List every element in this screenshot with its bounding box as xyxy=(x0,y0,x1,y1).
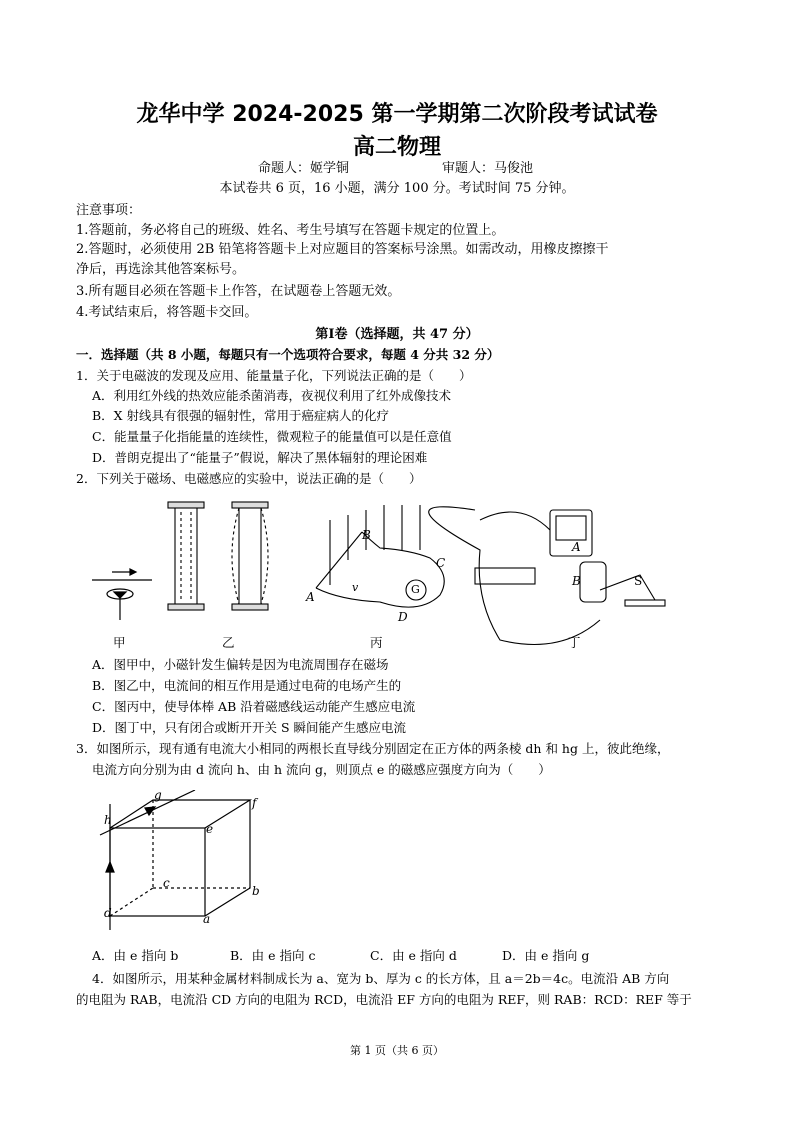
bing-label-b: B xyxy=(362,528,371,542)
bing-label-g: G xyxy=(411,583,420,596)
cube-label-a: a xyxy=(203,912,211,926)
part1-title: 第Ⅰ卷（选择题，共 47 分） xyxy=(315,327,479,342)
cube-figure xyxy=(95,790,285,935)
q2-option-a: A．图甲中，小磁针发生偏转是因为电流周围存在磁场 xyxy=(92,657,389,672)
figure-yi xyxy=(168,502,268,610)
q1-option-b: B．X 射线具有很强的辐射性，常用于癌症病人的化疗 xyxy=(92,408,390,423)
q4-line2: 的电阻为 RAB，电流沿 CD 方向的电阻为 RCD，电流沿 EF 方向的电阻为 REF，则 RAB：RCD：REF 等于 xyxy=(76,992,692,1007)
cube-label-e: e xyxy=(206,822,214,836)
note-item: 净后，再选涂其他答案标号。 xyxy=(76,262,246,277)
q1-option-a: A．利用红外线的热效应能杀菌消毒，夜视仪利用了红外成像技术 xyxy=(92,388,452,403)
fig-label-bing: 丙 xyxy=(370,635,383,650)
fig-label-yi: 乙 xyxy=(222,635,235,650)
ding-label-s: S xyxy=(634,574,643,588)
cube-label-g: g xyxy=(154,788,162,802)
figure-ding xyxy=(429,507,665,645)
note-item: 4.考试结束后，将答题卡交回。 xyxy=(76,305,258,320)
cube-label-c: c xyxy=(163,876,170,890)
q2-option-c: C．图丙中，使导体棒 AB 沿着磁感线运动能产生感应电流 xyxy=(92,699,416,714)
ding-label-b: B xyxy=(572,574,581,588)
cube-label-d: d xyxy=(104,906,112,920)
cube-label-b: b xyxy=(252,884,260,898)
note-item: 2.答题时，必须使用 2B 铅笔将答题卡上对应题目的答案标号涂黑。如需改动，用橡皮擦擦干 xyxy=(76,242,609,257)
page-footer: 第 1 页（共 6 页） xyxy=(350,1044,444,1057)
note-item: 3.所有题目必须在答题卡上作答，在试题卷上答题无效。 xyxy=(76,284,401,299)
exam-info: 本试卷共 6 页，16 小题，满分 100 分。考试时间 75 分钟。 xyxy=(219,181,575,196)
q3-option-a: A．由 e 指向 b xyxy=(92,948,179,963)
q3-stem-line2: 电流方向分别为由 d 流向 h、由 h 流向 g，则顶点 e 的磁感应强度方向为（ ） xyxy=(92,762,551,777)
bing-label-c: C xyxy=(436,556,446,570)
bing-label-v: v xyxy=(352,581,359,594)
fig-label-jia: 甲 xyxy=(113,635,126,650)
q3-option-b: B．由 e 指向 c xyxy=(230,948,316,963)
q3-option-c: C．由 e 指向 d xyxy=(370,948,457,963)
notes-heading: 注意事项： xyxy=(76,203,142,218)
bing-label-d: D xyxy=(398,610,408,624)
exam-title: 龙华中学 2024-2025 第一学期第二次阶段考试试卷 xyxy=(136,102,658,127)
exam-subtitle: 高二物理 xyxy=(352,135,441,160)
q1-option-d: D．普朗克提出了“能量子”假说，解决了黑体辐射的理论困难 xyxy=(92,450,428,465)
q2-option-d: D．图丁中，只有闭合或断开开关 S 瞬间能产生感应电流 xyxy=(92,720,407,735)
q1-stem: 1．关于电磁波的发现及应用、能量量子化，下列说法正确的是（ ） xyxy=(76,368,472,383)
bing-label-a: A xyxy=(306,590,315,604)
reviewer: 审题人：马俊池 xyxy=(442,161,534,176)
q1-option-c: C．能量量子化指能量的连续性，微观粒子的能量值可以是任意值 xyxy=(92,429,452,444)
cube-label-h: h xyxy=(104,813,112,827)
q2-stem: 2．下列关于磁场、电磁感应的实验中，说法正确的是（ ） xyxy=(76,471,422,486)
section-heading: 一．选择题（共 8 小题，每题只有一个选项符合要求，每题 4 分共 32 分） xyxy=(76,347,500,362)
ding-label-a: A xyxy=(572,540,581,554)
figure-jia xyxy=(92,569,152,620)
setter: 命题人：姬学铜 xyxy=(258,161,350,176)
note-item: 1.答题前，务必将自己的班级、姓名、考生号填写在答题卡规定的位置上。 xyxy=(76,223,505,238)
q2-option-b: B．图乙中，电流间的相互作用是通过电荷的电场产生的 xyxy=(92,678,402,693)
q4-line1: 4．如图所示，用某种金属材料制成长为 a、宽为 b、厚为 c 的长方体，且 a＝2b＝4c。电流沿 AB 方向 xyxy=(92,971,670,986)
q3-stem-line1: 3．如图所示，现有通有电流大小相同的两根长直导线分别固定在正方体的两条棱 dh 和 hg 上，彼此绝缘， xyxy=(76,741,670,756)
fig-label-ding: 丁 xyxy=(568,635,581,650)
q3-option-d: D．由 e 指向 g xyxy=(502,948,590,963)
cube-label-f: f xyxy=(252,796,257,810)
figure-bing xyxy=(316,505,444,607)
